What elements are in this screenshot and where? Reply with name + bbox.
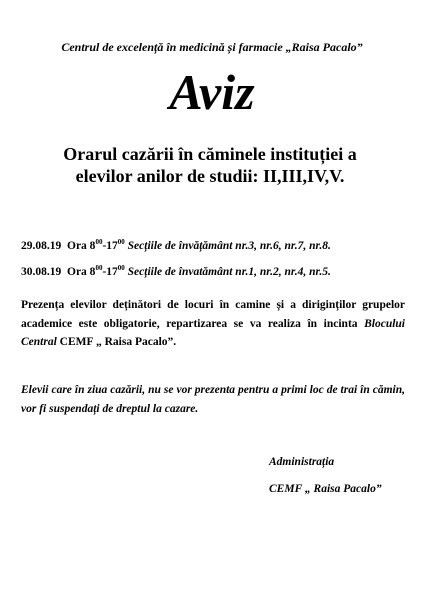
notice-title: Aviz (169, 64, 255, 120)
attendance-text-b: CEMF „ Raisa Pacalo”. (56, 336, 177, 348)
attendance-location: Blocului Central (21, 317, 405, 348)
signature-block (269, 449, 419, 503)
institution-header: Centrul de excelență în medicină și farmacie „Raisa Pacalo” (61, 40, 363, 54)
schedule-list (21, 231, 416, 283)
suspension-paragraph: Elevii care în ziua cazării, nu se vor prezenta pentru a primi loc de trai în cămin, vor fi suspendați de dreptul la cazare. (21, 384, 405, 415)
schedule-row (21, 257, 416, 283)
schedule-time-start-minutes: 00 (95, 264, 103, 272)
schedule-time-start: Ora 8 (67, 240, 96, 252)
notice-subtitle: Orarul cazării în căminele instituției a elevilor anilor de studii: II,III,IV,V. (63, 144, 357, 186)
schedule-time-start-minutes: 00 (95, 238, 103, 246)
schedule-date: 30.08.19 (21, 266, 62, 278)
schedule-date: 29.08.19 (21, 240, 62, 252)
schedule-sections: Secțiile de învățământ nr.3, nr.6, nr.7, nr.8. (127, 240, 331, 252)
attendance-text-a: Prezența elevilor deținători de locuri în camine și a diriginților grupelor academice este obligatorie, repartizarea se va realiza în incinta (21, 299, 405, 330)
schedule-time-end-minutes: 00 (117, 264, 125, 272)
schedule-sections: Secțiile de învatământ nr.1, nr.2, nr.4, nr.5. (127, 266, 331, 278)
schedule-row (21, 231, 416, 257)
attendance-paragraph (21, 296, 405, 352)
schedule-time-end: -17 (102, 266, 118, 278)
signature-line-administration: Administrația (269, 456, 335, 468)
schedule-time-start: Ora 8 (67, 266, 96, 278)
schedule-time-end: -17 (102, 240, 118, 252)
schedule-time-end-minutes: 00 (117, 238, 125, 246)
signature-line-institution: CEMF „ Raisa Pacalo” (269, 483, 382, 495)
